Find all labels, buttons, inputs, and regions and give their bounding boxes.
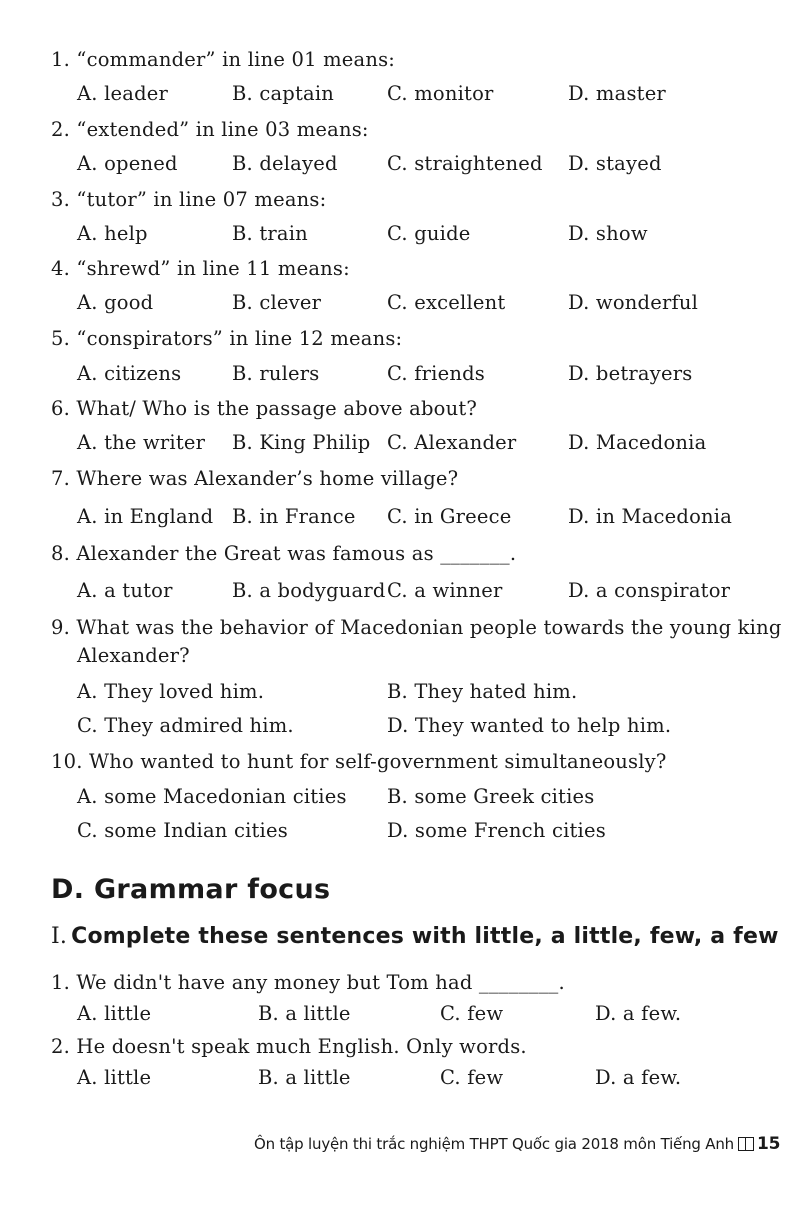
option-b: B. delayed xyxy=(232,152,338,175)
option-c: C. excellent xyxy=(387,291,506,314)
option-a: A. help xyxy=(77,222,148,245)
option-c: C. some Indian cities xyxy=(77,819,288,842)
option-c: C. monitor xyxy=(387,82,494,105)
option-b: B. King Philip xyxy=(232,431,371,454)
option-d: D. a few. xyxy=(595,1002,682,1025)
option-d: D. master xyxy=(568,82,666,105)
option-a: A. the writer xyxy=(77,431,206,454)
option-d: D. a conspirator xyxy=(568,579,731,602)
question-stem: 6. What/ Who is the passage above about? xyxy=(51,397,478,420)
option-b: B. in France xyxy=(232,505,356,528)
option-a: A. a tutor xyxy=(77,579,173,602)
option-a: A. They loved him. xyxy=(77,680,265,703)
option-b: B. captain xyxy=(232,82,335,105)
option-c: C. Alexander xyxy=(387,431,517,454)
question-stem: 9. What was the behavior of Macedonian people towards the young king xyxy=(51,616,782,639)
option-c: C. guide xyxy=(387,222,471,245)
option-d: D. show xyxy=(568,222,648,245)
option-a: A. opened xyxy=(77,152,178,175)
option-d: D. stayed xyxy=(568,152,662,175)
option-b: B. train xyxy=(232,222,308,245)
question-stem-continued: Alexander? xyxy=(77,644,190,667)
option-c: C. few xyxy=(440,1002,504,1025)
exercise-number: I. xyxy=(51,924,68,949)
option-d: D. in Macedonia xyxy=(568,505,733,528)
option-a: A. in England xyxy=(77,505,214,528)
question-stem: 4. “shrewd” in line 11 means: xyxy=(51,257,350,280)
question-stem: 3. “tutor” in line 07 means: xyxy=(51,188,327,211)
question-stem: 5. “conspirators” in line 12 means: xyxy=(51,327,403,350)
option-c: C. few xyxy=(440,1066,504,1089)
option-b: B. a bodyguard xyxy=(232,579,386,602)
option-b: B. some Greek cities xyxy=(387,785,595,808)
exercise-instruction: Complete these sentences with little, a little, few, a few xyxy=(71,924,779,949)
question-stem: 2. He doesn't speak much English. Only words. xyxy=(51,1035,527,1058)
option-d: D. They wanted to help him. xyxy=(387,714,672,737)
option-d: D. wonderful xyxy=(568,291,699,314)
option-a: A. little xyxy=(77,1002,152,1025)
question-stem: 10. Who wanted to hunt for self-government simultaneously? xyxy=(51,750,667,773)
option-d: D. a few. xyxy=(595,1066,682,1089)
option-c: C. a winner xyxy=(387,579,503,602)
option-c: C. straightened xyxy=(387,152,543,175)
option-b: B. rulers xyxy=(232,362,320,385)
page-footer xyxy=(254,1133,780,1155)
option-a: A. citizens xyxy=(77,362,182,385)
book-icon xyxy=(738,1137,754,1151)
option-d: D. Macedonia xyxy=(568,431,707,454)
question-stem: 7. Where was Alexander’s home village? xyxy=(51,467,459,490)
question-stem: 1. We didn't have any money but Tom had ________. xyxy=(51,971,565,994)
exercise-heading xyxy=(51,923,779,951)
option-a: A. little xyxy=(77,1066,152,1089)
question-stem: 2. “extended” in line 03 means: xyxy=(51,118,369,141)
page-number: 15 xyxy=(756,1134,781,1154)
option-b: B. clever xyxy=(232,291,322,314)
option-a: A. good xyxy=(77,291,154,314)
option-b: B. a little xyxy=(258,1002,351,1025)
question-stem: 1. “commander” in line 01 means: xyxy=(51,48,396,71)
option-c: C. They admired him. xyxy=(77,714,294,737)
option-b: B. a little xyxy=(258,1066,351,1089)
option-d: D. some French cities xyxy=(387,819,606,842)
question-stem: 8. Alexander the Great was famous as _______. xyxy=(51,542,517,565)
option-c: C. friends xyxy=(387,362,485,385)
option-b: B. They hated him. xyxy=(387,680,578,703)
option-a: A. leader xyxy=(77,82,169,105)
option-a: A. some Macedonian cities xyxy=(77,785,347,808)
section-title: D. Grammar focus xyxy=(51,874,331,905)
option-c: C. in Greece xyxy=(387,505,512,528)
option-d: D. betrayers xyxy=(568,362,693,385)
footer-text: Ôn tập luyện thi trắc nghiệm THPT Quốc gia 2018 môn Tiếng Anh xyxy=(254,1135,734,1153)
